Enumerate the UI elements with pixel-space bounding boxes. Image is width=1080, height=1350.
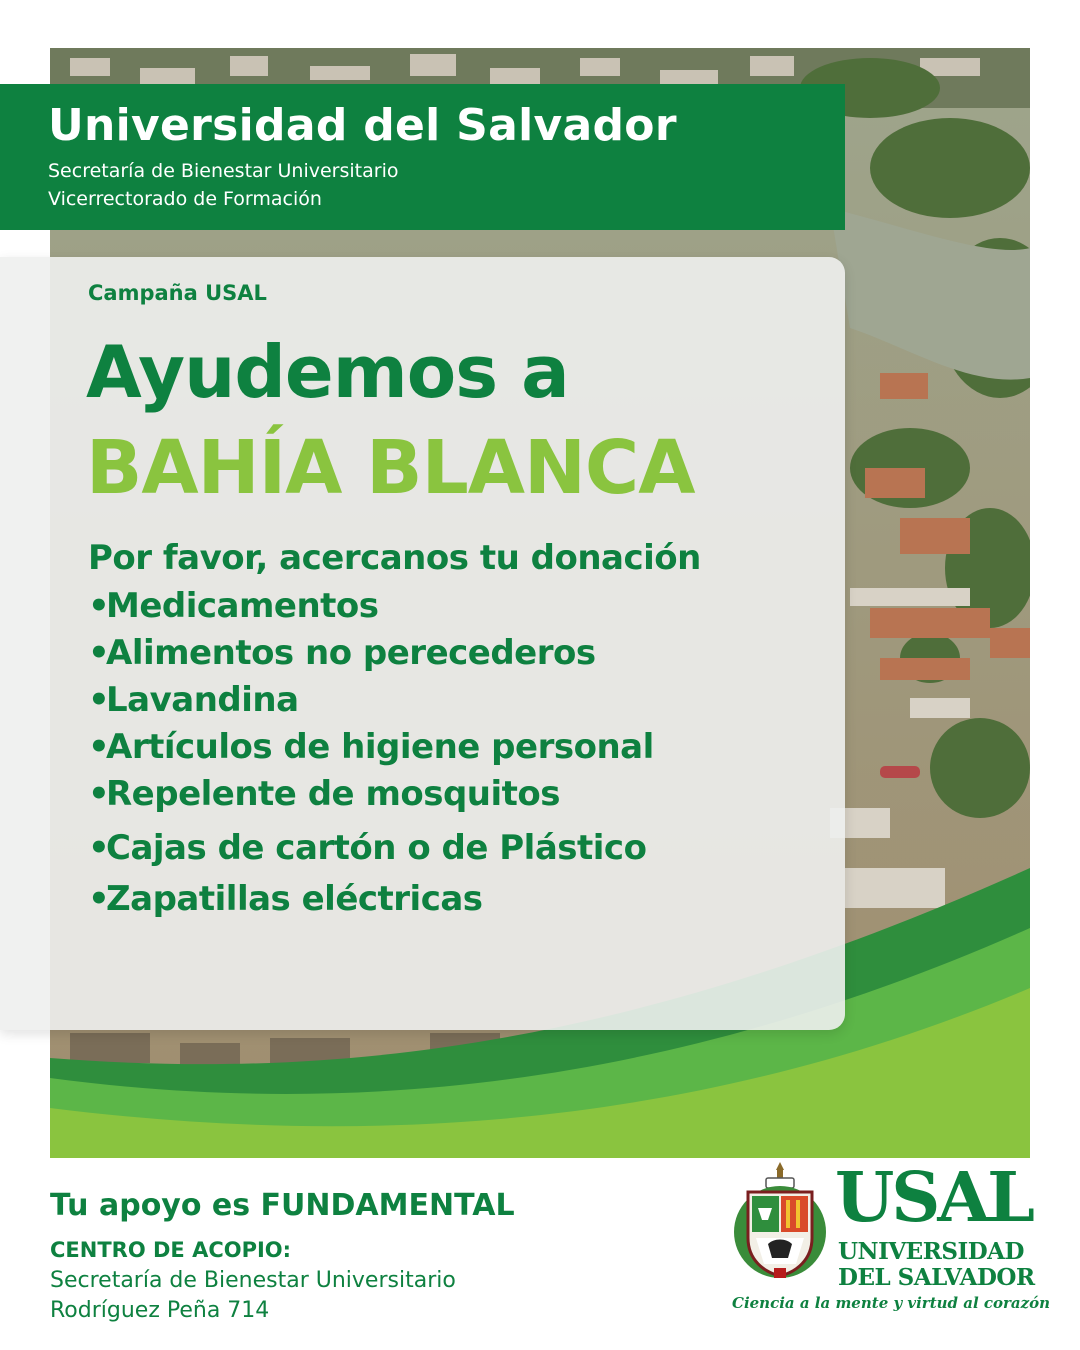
donation-item-lavandina: [88, 680, 299, 720]
collection-center-office: Secretaría de Bienestar Universitario: [50, 1268, 456, 1293]
bullet-icon: •: [88, 727, 110, 767]
donation-item-label: Medicamentos: [106, 586, 379, 626]
header-subtitle-secretaria: Secretaría de Bienestar Universitario: [48, 160, 399, 182]
bullet-icon: •: [88, 586, 110, 626]
donation-item-label: Alimentos no perecederos: [106, 633, 596, 673]
donation-item-label: Cajas de cartón o de Plástico: [106, 828, 647, 868]
university-crest-icon: [730, 1160, 830, 1285]
donation-item-cajas: [88, 828, 646, 868]
donation-item-label: Repelente de mosquitos: [106, 774, 561, 814]
donation-item-repelente: [88, 774, 560, 814]
donation-item-alimentos: [88, 633, 596, 673]
headline-line-1: Ayudemos a: [86, 330, 569, 414]
donation-item-higiene: [88, 727, 654, 767]
donation-item-medicamentos: [88, 586, 379, 626]
usal-motto: Ciencia a la mente y virtud al corazón: [732, 1294, 1051, 1312]
header-subtitle-vicerrectorado: Vicerrectorado de Formación: [48, 188, 322, 210]
header-title: Universidad del Salvador: [48, 100, 677, 151]
collection-center-address: Rodríguez Peña 714: [50, 1298, 270, 1323]
usal-name-line-1: UNIVERSIDAD: [838, 1238, 1024, 1265]
donation-item-label: Zapatillas eléctricas: [106, 879, 483, 919]
donation-item-label: Artículos de higiene personal: [106, 727, 654, 767]
donation-intro: Por favor, acercanos tu donación: [88, 538, 701, 578]
bullet-icon: •: [88, 828, 110, 868]
bullet-icon: •: [88, 879, 110, 919]
donation-item-label: Lavandina: [106, 680, 299, 720]
headline-line-2: BAHÍA BLANCA: [86, 425, 695, 511]
collection-center-label: CENTRO DE ACOPIO:: [50, 1238, 292, 1262]
usal-wordmark: USAL: [835, 1158, 1032, 1238]
donation-item-zapatillas: [88, 879, 483, 919]
bullet-icon: •: [88, 633, 110, 673]
campaign-label: Campaña USAL: [88, 281, 267, 305]
bullet-icon: •: [88, 680, 110, 720]
support-tagline: Tu apoyo es FUNDAMENTAL: [50, 1188, 515, 1223]
usal-name-line-2: DEL SALVADOR: [838, 1264, 1035, 1291]
bullet-icon: •: [88, 774, 110, 814]
